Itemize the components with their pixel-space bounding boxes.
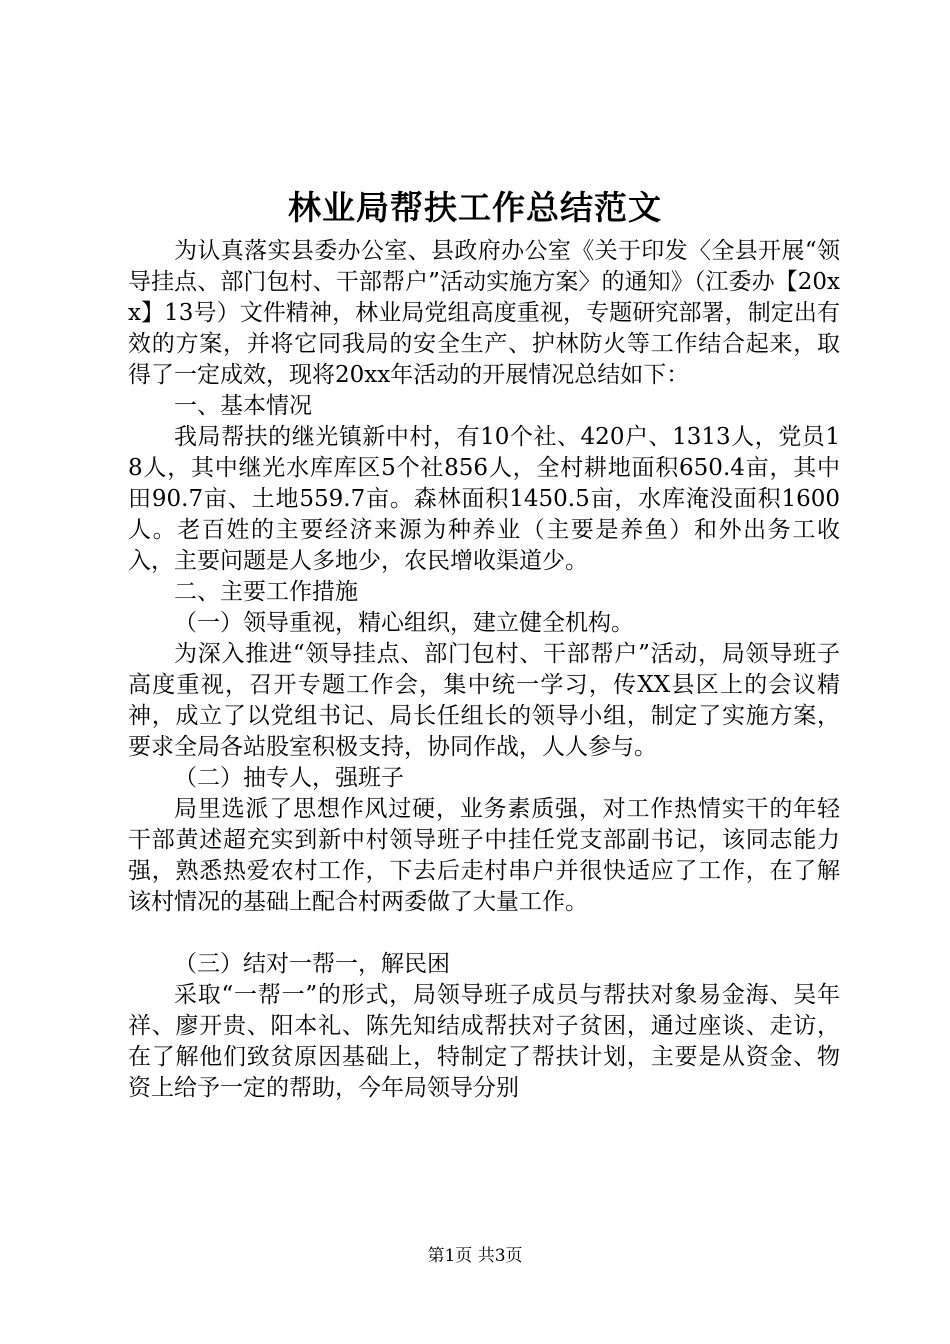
document-title: 林业局帮扶工作总结范文: [288, 188, 662, 227]
subheading-pairing: （三）结对一帮一，解民困: [174, 951, 450, 977]
paragraph-basic-situation: 我局帮扶的继光镇新中村，有10个社、420户、1313人，党员18人，其中继光水库库区5个社856人，全村耕地面积650.4亩，其中田90.7亩、土地559.7亩。森林面积1450.5亩，水库淹没面积1600人。老百姓的主要经济来源为种养业（主要是养鱼）和外出务工收入，主要问题是人多地少，农民增收渠道少。: [128, 424, 840, 574]
heading-basic-situation: 一、基本情况: [174, 393, 312, 419]
paragraph-pairing: 采取“一帮一”的形式，局领导班子成员与帮扶对象易金海、吴年祥、廖开贵、阳本礼、陈先知结成帮扶对子贫困，通过座谈、走访，在了解他们致贫原因基础上，特制定了帮扶计划，主要是从资金、物资上给予一定的帮助，今年局领导分别: [128, 982, 840, 1101]
page-footer: 第1页 共3页: [427, 1246, 523, 1266]
document-body: [128, 236, 840, 1104]
paragraph-intro: 为认真落实县委办公室、县政府办公室《关于印发〈全县开展“领导挂点、部门包村、干部帮户”活动实施方案〉的通知》（江委办【20xx】13号）文件精神，林业局党组高度重视，专题研究部署，制定出有效的方案，并将它同我局的安全生产、护林防火等工作结合起来，取得了一定成效，现将20xx年活动的开展情况总结如下：: [128, 238, 840, 388]
paragraph-leadership: 为深入推进“领导挂点、部门包村、干部帮户”活动，局领导班子高度重视，召开专题工作会，集中统一学习，传XX县区上的会议精神，成立了以党组书记、局长任组长的领导小组，制定了实施方案，要求全局各站股室积极支持，协同作战，人人参与。: [128, 641, 840, 760]
subheading-staffing: （二）抽专人，强班子: [174, 765, 404, 791]
paragraph-staffing: 局里选派了思想作风过硬，业务素质强，对工作热情实干的年轻干部黄述超充实到新中村领导班子中挂任党支部副书记，该同志能力强，熟悉热爱农村工作，下去后走村串户并很快适应了工作，在了解该村情况的基础上配合村两委做了大量工作。: [128, 796, 840, 915]
subheading-leadership: （一）领导重视，精心组织，建立健全机构。: [174, 610, 634, 636]
heading-main-measures: 二、主要工作措施: [174, 579, 358, 605]
